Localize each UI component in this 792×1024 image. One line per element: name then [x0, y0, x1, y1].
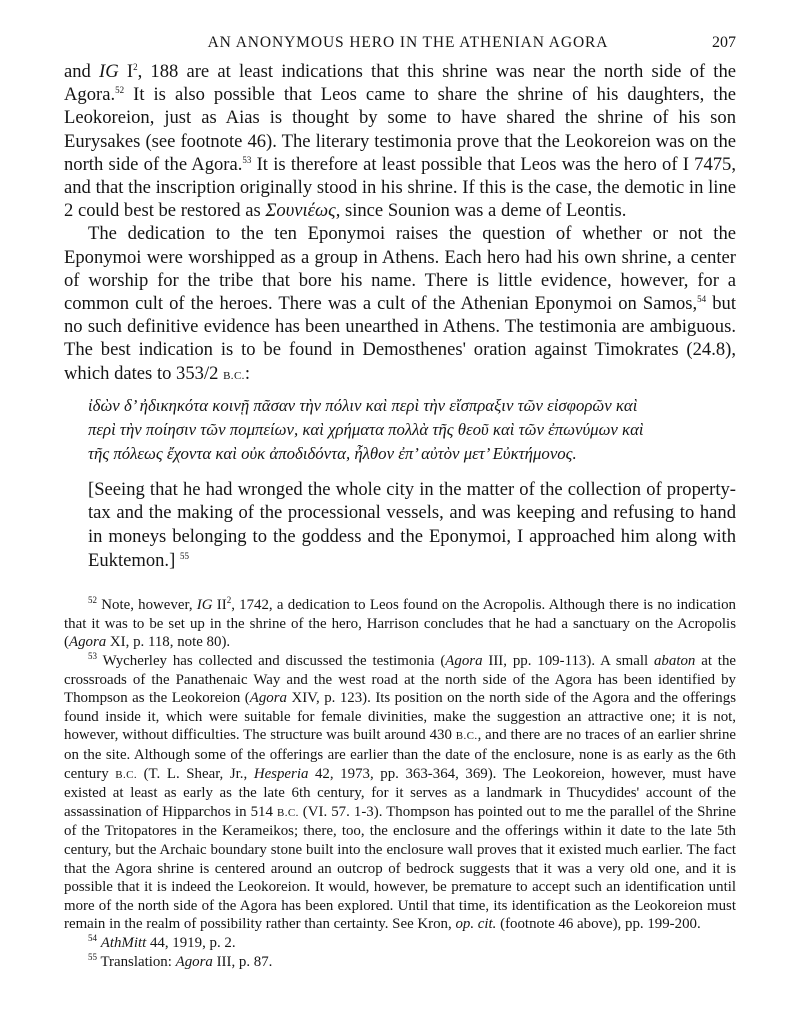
translation-block	[88, 478, 736, 572]
main-text	[64, 60, 736, 388]
footnote-55: $^{55}$ Translation: Agora III, p. 87.	[88, 951, 273, 970]
greek-quotation	[88, 394, 736, 466]
greek-demotic: Σουνιέως	[265, 200, 336, 222]
page	[64, 34, 736, 971]
running-header	[64, 34, 736, 60]
paragraph-2: The dedication to the ten Eponymoi raises the question of whether or not the Eponymoi were worshipped as a group in Athens. Each hero had his own shrine, a center of worship for the tribe that bore his name. There is little evidence, however, for a common cult of the heroes. There was a cult of the Athenian Eponymoi on Samos,$^{54}$ but no such definitive evidence has been unearthed in Athens. The testimonia are ambiguous. The best indication is to be found in Demosthenes' oration against Timokrates (24.8), which dates to 353/2 B.C.:	[64, 223, 736, 384]
footnote-ref-55[interactable]: 55	[179, 550, 189, 561]
translation-text: [Seeing that he had wronged the whole city in the matter of the collection of property-tax and the making of the processional vessels, and was keeping and refusing to hand in moneys belonging to the goddess and the Eponymoi, I approached him along with Euktemon.]	[88, 478, 736, 571]
footnotes	[64, 596, 736, 971]
footnote-ref-54[interactable]: 54	[697, 293, 707, 304]
footnote-52: $^{52}$ Note, however, IG II$^2$, 1742, a dedication to Leos found on the Acropolis. Although there is no indication that it was to be set up in the shrine of the hero, Harrison concludes that he had a sanctuary on the Acropolis (Agora XI, p. 118, note 80).	[64, 595, 737, 651]
paragraph-1: and IG I$^2$, 188 are at least indications that this shrine was near the north side of the Agora.$^{52}$ It is also possible that Leos came to share the shrine of his daughters, the Leokoreion, just as Aias is thought by some to have shared the shrine of his son Eurysakes (see footnote 46). The literary testimonia prove that the Leokoreion was on the north side of the Agora.$^{53}$ It is therefore at least possible that Leos was the hero of I 7475, and that the inscription originally stood in his shrine. If this is the case, the demotic in line 2 could best be restored as Σουνιέως, since Sounion was a deme of Leontis.	[64, 61, 737, 222]
greek-line-2: περὶ τὴν ποίησιν τῶν πομπείων, καὶ χρήματα πολλὰ τῆς θεοῦ καὶ τῶν ἐπωνύμων καὶ	[88, 419, 644, 439]
footnote-ref-53[interactable]: 53	[242, 154, 252, 165]
ig-abbrev: IG	[99, 61, 119, 82]
running-title: AN ANONYMOUS HERO IN THE ATHENIAN AGORA	[207, 34, 609, 51]
footnote-ref-52[interactable]: 52	[115, 85, 125, 96]
footnote-54: $^{54}$ AthMitt 44, 1919, p. 2.	[88, 932, 236, 951]
greek-line-3: τῆς πόλεως ἔχοντα καὶ οὐκ ἀποδιδόντα, ἦλθον ἐπ’ αὐτὸν μετ’ Εὐκτήμονος.	[88, 443, 577, 463]
greek-line-1: ἰδὼν δ’ ἠδικηκότα κοινῇ πᾶσαν τὴν πόλιν καὶ περὶ τὴν εἴσπραξιν τῶν εἰσφορῶν καὶ	[88, 395, 638, 415]
footnote-53: $^{53}$ Wycherley has collected and discussed the testimonia (Agora III, pp. 109-113). A small abaton at the crossroads of the Panathenaic Way and the west road at the north side of the Agora has been identified by Thompson as the Leokoreion (Agora XIV, p. 123). Its position on the north side of the Agora and the offerings found inside it, which were suitable for female divinities, make the suggestion an attractive one; it is not, however, without difficulties. The structure was built around 430 B.C., and there are no traces of an earlier shrine on the site. Although some of the offerings are earlier than the date of the enclosure, none is as early as the 6th century B.C. (T. L. Shear, Jr., Hesperia 42, 1973, pp. 363-364, 369). The Leokoreion, however, must have existed at least as early as the late 6th century, for it serves as a landmark in Thucydides' account of the assassination of Hipparchos in 514 B.C. (VI. 57. 1-3). Thompson has pointed out to me the parallel of the Shrine of the Tritopatores in the Kerameikos; there, too, the enclosure and the offerings within it date to the late 5th century, but the Archaic boundary stone built into the enclosure wall proves that it existed much earlier. The fact that the Agora shrine is centered around an outcrop of bedrock suggests that it was a very old one, and it is possible that it is indeed the Leokoreion. It would, however, be premature to accept such an identification until more of the north side of the Agora has been explored. Until that time, its identification as the Leokoreion must remain in the realm of possibility rather than certainty. See Kron, op. cit. (footnote 46 above), pp. 199-200.	[64, 651, 736, 933]
page-number: 207	[712, 34, 736, 51]
